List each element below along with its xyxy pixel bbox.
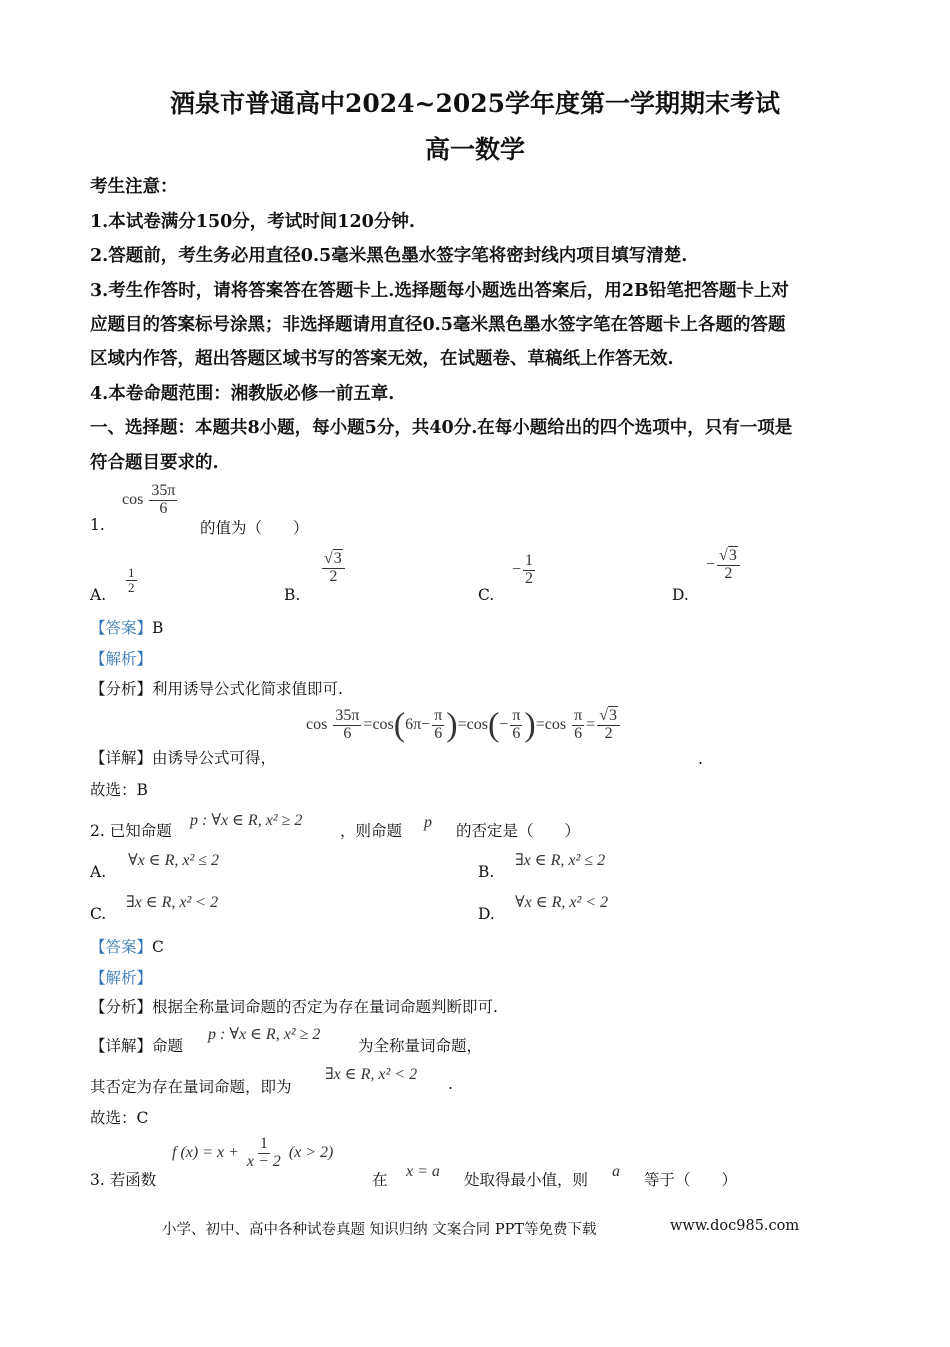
q1-option-b-label: B. (284, 586, 301, 604)
q3-a: a (612, 1163, 620, 1180)
q1-analysis: 【分析】利用诱导公式化简求值即可. (90, 680, 343, 698)
q3-stem: 等于（ ） (644, 1171, 738, 1189)
q1-conclusion: 故选：B (90, 781, 148, 799)
q2-p: p (424, 814, 432, 831)
q1-option-c: − $\frac{1}{2}$ (512, 552, 534, 587)
q1-derivation: cos $\frac{35\pi}{6}$ =cos(6π− $\frac{\pi}{6}$ )=cos(− $\frac{\pi}{6}$ )=cos $\frac{\pi}{6}$ = $\frac{√3}{2}$ (306, 708, 622, 743)
notice-item: 4.本卷命题范围：湘教版必修一前五章. (90, 384, 395, 404)
section-heading-cont: 符合题目要求的. (90, 453, 219, 473)
q1-number: 1. (90, 516, 105, 534)
notice-item: 2.答题前，考生务必用直径0.5毫米黑色墨水签字笔将密封线内项目填写清楚. (90, 246, 688, 266)
notice-item: 应题目的答案标号涂黑；非选择题请用直径0.5毫米黑色墨水签字笔在答题卡上各题的答题 (90, 315, 786, 335)
q2-option-b: ∃x ∈ R, x² ≤ 2 (515, 852, 606, 869)
q2-option-a: ∀x ∈ R, x² ≤ 2 (128, 852, 220, 869)
q2-detail: 【详解】命题 (90, 1037, 184, 1055)
notice-heading: 考生注意： (90, 177, 178, 197)
q1-answer: 【答案】B (90, 619, 164, 637)
q2-answer: 【答案】C (90, 938, 164, 956)
q2-analysis: 【分析】根据全称量词命题的否定为存在量词命题判断即可. (90, 998, 498, 1016)
q2-conclusion: 故选：C (90, 1109, 149, 1127)
q2-option-d-label: D. (478, 905, 495, 923)
section-heading: 一、选择题：本题共8小题，每小题5分，共40分.在每小题给出的四个选项中，只有一项是 (90, 418, 793, 438)
q2-option-c: ∃x ∈ R, x² < 2 (126, 894, 219, 911)
q2-stem: 的否定是（ ） (456, 822, 581, 840)
q2-option-a-label: A. (90, 863, 107, 881)
q3-function: f (x) = x + $\frac{1}{x - 2}$ (x > 2) (172, 1135, 334, 1170)
footer-text: 小学、初中、高中各种试卷真题 知识归纳 文案合同 PPT等免费下载 (162, 1222, 597, 1238)
q2-analysis-tag: 【解析】 (90, 969, 153, 987)
exam-title: 酒泉市普通高中2024~2025学年度第一学期期末考试 (169, 89, 781, 118)
q1-detail: 【详解】由诱导公式可得， (90, 749, 277, 767)
q2-option-d: ∀x ∈ R, x² < 2 (515, 894, 609, 911)
q2-proposition: p : ∀x ∈ R, x² ≥ 2 (190, 812, 303, 829)
q2-option-b-label: B. (478, 863, 495, 881)
q1-option-a-label: A. (90, 586, 107, 604)
exam-subtitle: 高一数学 (424, 135, 525, 164)
notice-item: 3.考生作答时，请将答案答在答题卡上.选择题每小题选出答案后，用2B铅笔把答题卡上对 (90, 281, 789, 301)
q3-mid: 处取得最小值，则 (464, 1171, 589, 1189)
q1-expression: cos $\frac{35\pi}{6}$ (122, 482, 176, 517)
q2-detail-mid: 为全称量词命题， (358, 1037, 483, 1055)
q1-detail-period: . (698, 750, 703, 768)
q2-negation-period: . (448, 1075, 453, 1093)
q2-mid: ，则命题 (340, 822, 403, 840)
q1-option-d: − $\frac{√3}{2}$ (706, 548, 742, 583)
q2-number: 2. 已知命题 (90, 822, 172, 840)
q3-number: 3. 若函数 (90, 1171, 157, 1189)
notice-item: 区域内作答，超出答题区域书写的答案无效，在试题卷、草稿纸上作答无效. (90, 349, 674, 369)
q1-option-a: $\frac{1}{2}$ (128, 565, 135, 595)
q1-analysis-tag: 【解析】 (90, 650, 153, 668)
q1-option-b: $\frac{√3}{2}$ (320, 551, 347, 586)
q2-detail-proposition: p : ∀x ∈ R, x² ≥ 2 (208, 1026, 321, 1043)
q2-negation: ∃x ∈ R, x² < 2 (325, 1066, 418, 1083)
q3-x-equals-a: x = a (406, 1163, 440, 1180)
q2-option-c-label: C. (90, 905, 107, 923)
q1-option-c-label: C. (478, 586, 495, 604)
footer-url[interactable]: www.doc985.com (670, 1218, 800, 1234)
q1-stem: 的值为（ ） (200, 519, 309, 537)
notice-item: 1.本试卷满分150分，考试时间120分钟. (90, 212, 415, 232)
q1-option-d-label: D. (672, 586, 689, 604)
q3-at: 在 (372, 1171, 388, 1189)
q2-negation-text: 其否定为存在量词命题，即为 (90, 1078, 292, 1096)
